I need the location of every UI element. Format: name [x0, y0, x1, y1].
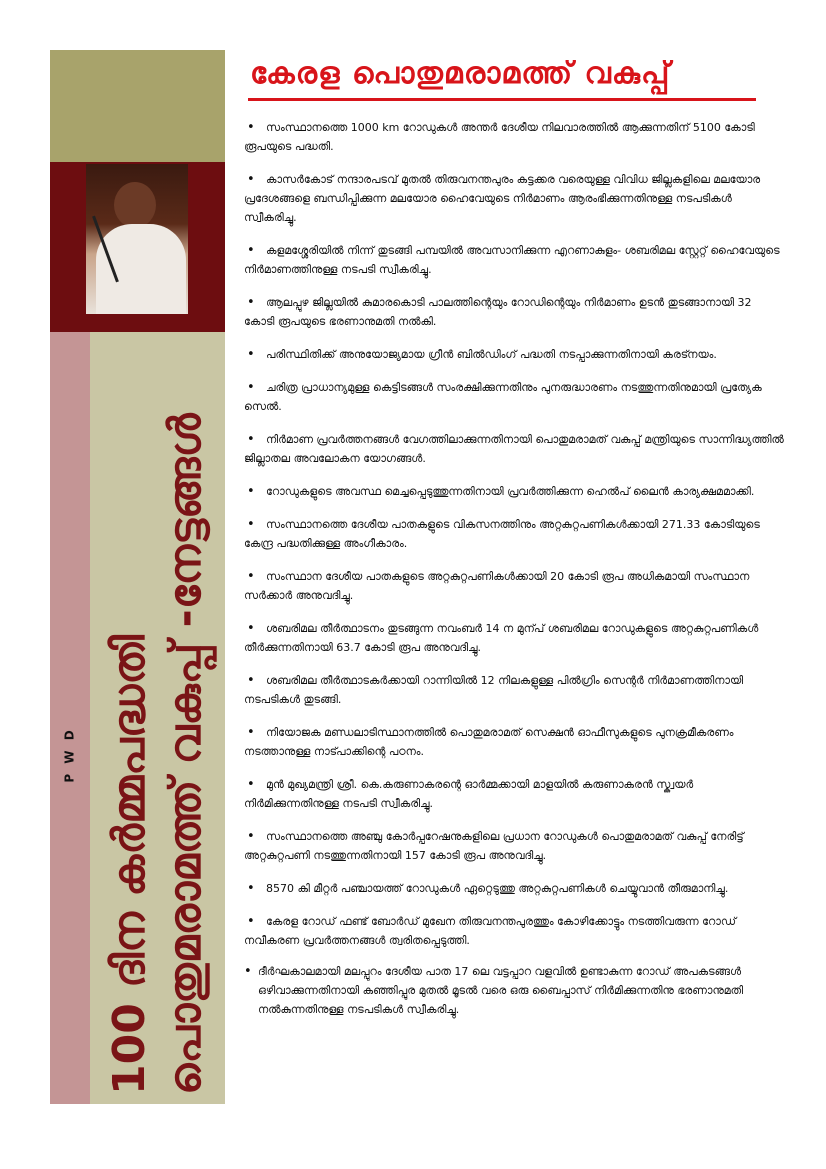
list-item: • സംസ്ഥാനത്തെ 1000 km റോഡുകൾ അന്തർ ദേശീയ നിലവാരത്തിൽ ആക്കുന്നതിന് 5100 കോടി രൂപയുടെ പദ്ധതി.	[244, 118, 784, 156]
list-item: • സംസ്ഥാന ദേശീയ പാതകളുടെ അറ്റകുറ്റപണികൾക്കായി 20 കോടി രൂപ അധികമായി സംസ്ഥാന സർക്കാർ അനുവദിച്ചു.	[244, 567, 784, 605]
list-item: • കേരള റോഡ് ഫണ്ട് ബോർഡ് മുഖേന തിരുവനന്തപുരത്തും കോഴിക്കോട്ടും നടത്തിവരുന്ന റോഡ് നവീകരണ പ്രവർത്തനങ്ങൾ ത്വരിതപ്പെടുത്തി.	[244, 912, 784, 950]
list-item: • മുൻ മുഖ്യമന്ത്രി ശ്രീ. കെ.കരുണാകരന്റെ ഓർമ്മക്കായി മാളയിൽ കരുണാകരൻ സ്ക്വയർ നിർമിക്കുന്നതിനുള്ള നടപടി സ്വീകരിച്ചു.	[244, 775, 784, 813]
vertical-title-line1: 100 ദിന കർമ്മപദ്ധതി	[103, 634, 155, 1095]
list-item: • ശബരിമല തീർത്ഥാടനം തുടങ്ങുന്ന നവംബർ 14 ന മുന്പ് ശബരിമല റോഡുകളുടെ അറ്റകുറ്റപണികൾ തീർക്കുന്നതിനായി 63.7 കോടി രൂപ അനുവദിച്ചു.	[244, 619, 784, 657]
page-title: കേരള പൊതുമരാമത്ത് വകുപ്പ്	[250, 56, 671, 91]
list-item: • 8570 കി മീറ്റർ പഞ്ചായത്ത് റോഡുകൾ ഏറ്റെടുത്തു അറ്റകുറ്റപണികൾ ചെയ്യുവാൻ തീരുമാനിച്ചു.	[244, 879, 784, 898]
list-item: • നിയോജക മണ്ഡലാടിസ്ഥാനത്തിൽ പൊതുമരാമത് സെക്ഷൻ ഓഫീസുകളുടെ പുനക്രമീകരണം നടത്താനുള്ള നാട്പാക്കിന്റെ പഠനം.	[244, 723, 784, 761]
list-item: • പരിസ്ഥിതിക്ക് അനുയോജ്യമായ ഗ്രീൻ ബിൽഡിംഗ് പദ്ധതി നടപ്പാക്കുന്നതിനായി കരട്നയം.	[244, 345, 784, 364]
vertical-title-line2: പൊതുമരാമത്ത് വകുപ്പ് -നേട്ടങ്ങൾ	[159, 413, 211, 1095]
title-underline	[248, 98, 756, 101]
list-item: • കളമശ്ശേരിയിൽ നിന്ന് തുടങ്ങി പമ്പയിൽ അവസാനിക്കുന്ന എറണാകുളം- ശബരിമല സ്റ്റേറ്റ് ഹൈവേയുടെ നിർമാണത്തിനുള്ള നടപടി സ്വീകരിച്ചു.	[244, 241, 784, 279]
achievements-list	[244, 118, 784, 1033]
minister-photo	[86, 164, 188, 314]
list-item: • ആലപ്പുഴ ജില്ലയിൽ കുമാരകൊടി പാലത്തിന്റെയും റോഡിന്റെയും നിർമാണം ഉടൻ തുടങ്ങാനായി 32 കോടി രൂപയുടെ ഭരണാനുമതി നൽകി.	[244, 293, 784, 331]
list-item: • സംസ്ഥാനത്തെ അഞ്ചു കോർപ്പറേഷനുകളിലെ പ്രധാന റോഡുകൾ പൊതുമരാമത് വകുപ്പ് നേരിട്ട് അറ്റകുറ്റപണി നടത്തുന്നതിനായി 157 കോടി രൂപ അനുവദിച്ചു.	[244, 827, 784, 865]
list-item: • റോഡുകളുടെ അവസ്ഥ മെച്ചപ്പെടുത്തുന്നതിനായി പ്രവർത്തിക്കുന്ന ഹെൽപ് ലൈൻ കാര്യക്ഷമമാക്കി.	[244, 482, 784, 501]
sidebar-top-block	[50, 50, 225, 162]
list-item: • ദീർഘകാലമായി മലപ്പുറം ദേശീയ പാത 17 ലെ വട്ടപ്പാറ വളവിൽ ഉണ്ടാകുന്ന റോഡ് അപകടങ്ങൾ ഒഴിവാക്കുന്നതിനായി കഞ്ഞിപ്പുര മുതൽ മൂടൽ വരെ ഒരു ബൈപ്പാസ് നിർമിക്കുന്നതിനു ഭരണാനുമതി നൽകുന്നതിനുള്ള നടപടികൾ സ്വീകരിച്ചു.	[244, 962, 784, 1019]
sidebar-pink-strip	[50, 332, 90, 1104]
vertical-title	[95, 400, 220, 1100]
list-item: • ചരിത്ര പ്രാധാന്യമുള്ള കെട്ടിടങ്ങൾ സംരക്ഷിക്കുന്നതിനും പുനരുദ്ധാരണം നടത്തുന്നതിനുമായി പ്രത്യേക സെൽ.	[244, 378, 784, 416]
list-item: • സംസ്ഥാനത്തെ ദേശീയ പാതകളുടെ വികസനത്തിനും അറ്റകുറ്റപണികൾക്കായി 271.33 കോടിയുടെ കേന്ദ്ര പദ്ധതിക്കുള്ള അംഗീകാരം.	[244, 515, 784, 553]
list-item: • നിർമാണ പ്രവർത്തനങ്ങൾ വേഗത്തിലാക്കുന്നതിനായി പൊതുമരാമത് വകുപ്പ് മന്ത്രിയുടെ സാന്നിദ്ധ്യത്തിൽ ജില്ലാതല അവലോകന യോഗങ്ങൾ.	[244, 430, 784, 468]
list-item: • കാസർകോട് നന്ദാരപടവ് മുതൽ തിരുവനന്തപുരം കട്ടക്കര വരെയുള്ള വിവിധ ജില്ലകളിലെ മലയോര പ്രദേശങ്ങളെ ബന്ധിപ്പിക്കുന്ന മലയോര ഹൈവേയുടെ നിർമാണം ആരംഭിക്കുന്നതിനുള്ള നടപടികൾ സ്വീകരിച്ചു.	[244, 170, 784, 227]
list-item: • ശബരിമല തീർത്ഥാടകർക്കായി റാന്നിയിൽ 12 നിലകളുള്ള പിൽഗ്രിം സെന്റർ നിർമാണത്തിനായി നടപടികൾ തുടങ്ങി.	[244, 671, 784, 709]
pwd-badge: P W D	[63, 727, 78, 783]
